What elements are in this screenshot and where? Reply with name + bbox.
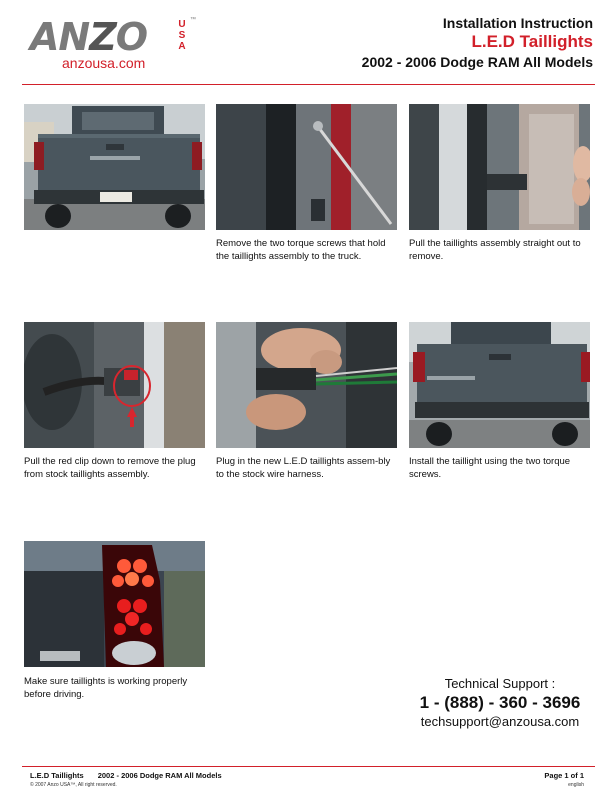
footer-divider (22, 766, 595, 767)
step-6-photo (409, 322, 590, 448)
doc-title: Installation Instruction (442, 15, 593, 31)
anzo-logo (30, 15, 200, 75)
logo-trademark: ™ (190, 17, 196, 23)
footer-page-number: Page 1 of 1 (544, 771, 584, 780)
footer-language: english (568, 782, 584, 788)
step-5-photo (216, 322, 397, 448)
step-1-photo (24, 104, 205, 230)
step-7-caption: Make sure taillights is working properly before driving. (24, 676, 188, 700)
step-3-photo (409, 104, 590, 230)
support-phone: 1 - (888) - 360 - 3696 (419, 693, 581, 712)
support-email[interactable]: techsupport@anzousa.com (420, 714, 580, 729)
footer-model: 2002 - 2006 Dodge RAM All Models (97, 771, 222, 780)
step-2-photo (216, 104, 397, 230)
logo-wordmark: ANZO (30, 15, 148, 59)
step-5-caption: Plug in the new L.E.D taillights assem-bly to the stock wire harness. (216, 456, 391, 480)
step-2-caption: Remove the two torque screws that hold the taillights assembly to the truck. (216, 238, 386, 262)
logo-url: anzousa.com (62, 55, 146, 71)
step-3-caption: Pull the taillights assembly straight out to remove. (409, 238, 581, 262)
footer-copyright: © 2007 Anzo USA™, All right reserved. (30, 782, 117, 788)
step-4-caption: Pull the red clip down to remove the plug from stock taillights assembly. (24, 456, 196, 480)
vehicle-model: 2002 - 2006 Dodge RAM All Models (361, 54, 593, 70)
logo-z-letter: Z (89, 15, 116, 59)
step-7-photo (24, 541, 205, 667)
header-divider (22, 84, 595, 85)
step-6-caption: Install the taillight using the two torque screws. (409, 456, 571, 480)
product-name: L.E.D Taillights (471, 32, 593, 51)
support-label: Technical Support : (444, 676, 556, 691)
logo-usa: U S A (178, 19, 186, 52)
step-4-photo (24, 322, 205, 448)
footer-product (30, 771, 234, 780)
footer-product-name: L.E.D Taillights (30, 771, 84, 780)
